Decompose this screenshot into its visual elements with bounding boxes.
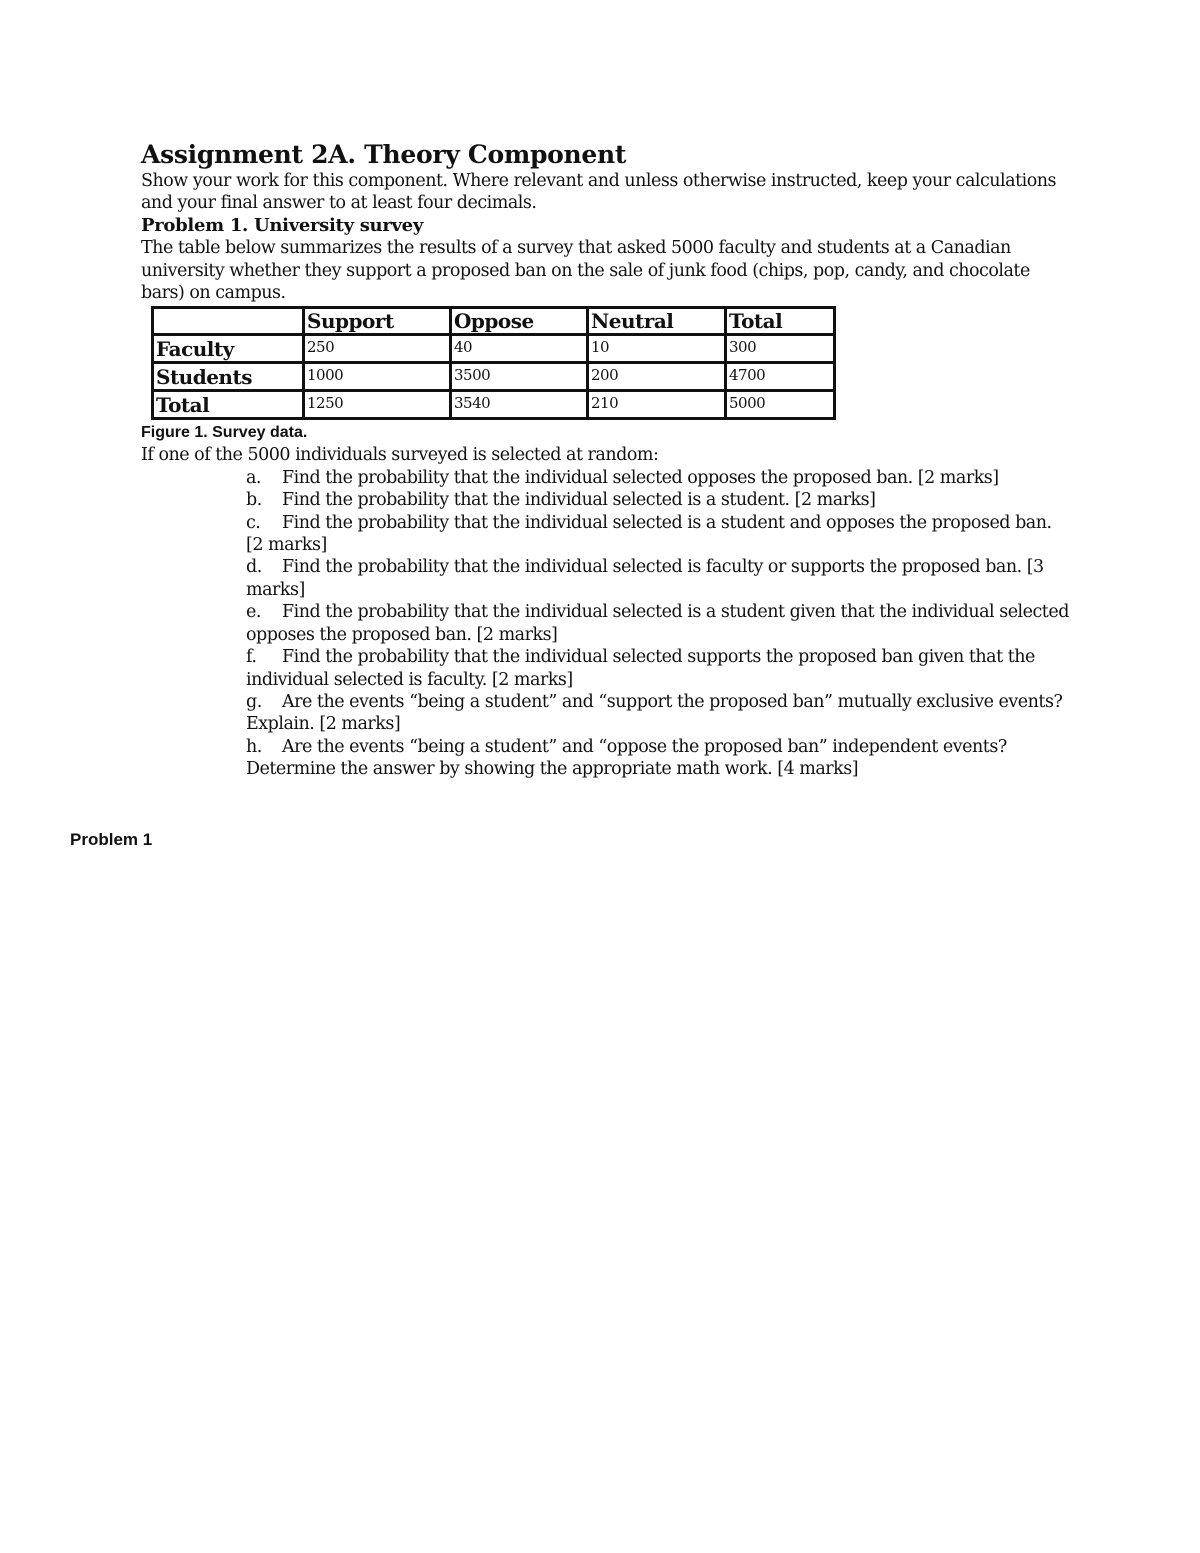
question-list [141,467,1071,781]
table-cell: 3500 [451,363,588,391]
question-item [246,556,1071,601]
question-text: Find the probability that the individual selected is faculty or supports the proposed ban. [3 marks] [246,557,1044,600]
answer-section-heading: Problem 1 [70,830,153,849]
question-marker: a. [246,467,261,488]
table-cell: 1000 [304,363,451,391]
question-text: Find the probability that the individual selected is a student and opposes the proposed ban. [2 marks] [246,512,1052,556]
question-text: Find the probability that the individual selected opposes the proposed ban. [2 marks] [282,467,999,488]
table-header-cell: Support [304,308,451,335]
table-cell: 250 [304,335,451,363]
row-label: Faculty [153,335,304,363]
question-marker: e. [246,602,261,623]
table-row [153,391,835,419]
question-item [246,646,1071,691]
question-marker: h. [246,736,262,757]
question-text: Are the events “being a student” and “support the proposed ban” mutually exclusive events? Explain. [2 marks] [246,691,1063,735]
document-content [141,140,1071,781]
table-row [153,363,835,391]
survey-table [151,306,836,420]
question-marker: b. [246,490,262,511]
question-item [246,467,1071,489]
table-header-cell: Oppose [451,308,588,335]
question-marker: f. [246,647,257,668]
page-title: Assignment 2A. Theory Component [141,140,627,169]
table-cell: 200 [588,363,726,391]
table-row [153,335,835,363]
table-header-row [153,308,835,335]
question-text: Find the probability that the individual selected is a student. [2 marks] [282,490,876,511]
row-label: Total [153,391,304,419]
question-item [246,691,1071,736]
question-item [246,512,1071,557]
question-marker: g. [246,691,262,712]
table-cell: 40 [451,335,588,363]
question-item [246,601,1071,646]
figure-caption: Figure 1. Survey data. [141,424,308,442]
intro-paragraph: Show your work for this component. Where relevant and unless otherwise instructed, keep your calculations and your final answer to at least four decimals. [141,171,1056,214]
question-marker: d. [246,557,262,578]
question-item [246,736,1071,781]
table-cell: 3540 [451,391,588,419]
table-header-cell: Total [726,308,835,335]
question-text: Find the probability that the individual selected is a student given that the individual selected opposes the proposed ban. [2 marks] [246,602,1069,645]
problem-heading: Problem 1. University survey [141,214,423,236]
row-label: Students [153,363,304,391]
table-cell: 4700 [726,363,835,391]
table-cell: 10 [588,335,726,363]
table-cell: 300 [726,335,835,363]
question-item [246,489,1071,511]
question-marker: c. [246,512,261,533]
question-text: Are the events “being a student” and “oppose the proposed ban” independent events? Determine the answer by showing the appropriate math work. [4 marks] [246,736,1007,780]
table-header-cell [153,308,304,335]
question-text: Find the probability that the individual selected supports the proposed ban given that the individual selected is faculty. [2 marks] [246,647,1035,690]
table-cell: 5000 [726,391,835,419]
table-header-cell: Neutral [588,308,726,335]
table-cell: 1250 [304,391,451,419]
lead-in-text: If one of the 5000 individuals surveyed is selected at random: [141,445,659,466]
problem-description: The table below summarizes the results of a survey that asked 5000 faculty and students at a Canadian university whether they support a proposed ban on the sale of junk food (chips, pop, candy, and chocolate bars) on campus. [141,238,1030,304]
table-cell: 210 [588,391,726,419]
